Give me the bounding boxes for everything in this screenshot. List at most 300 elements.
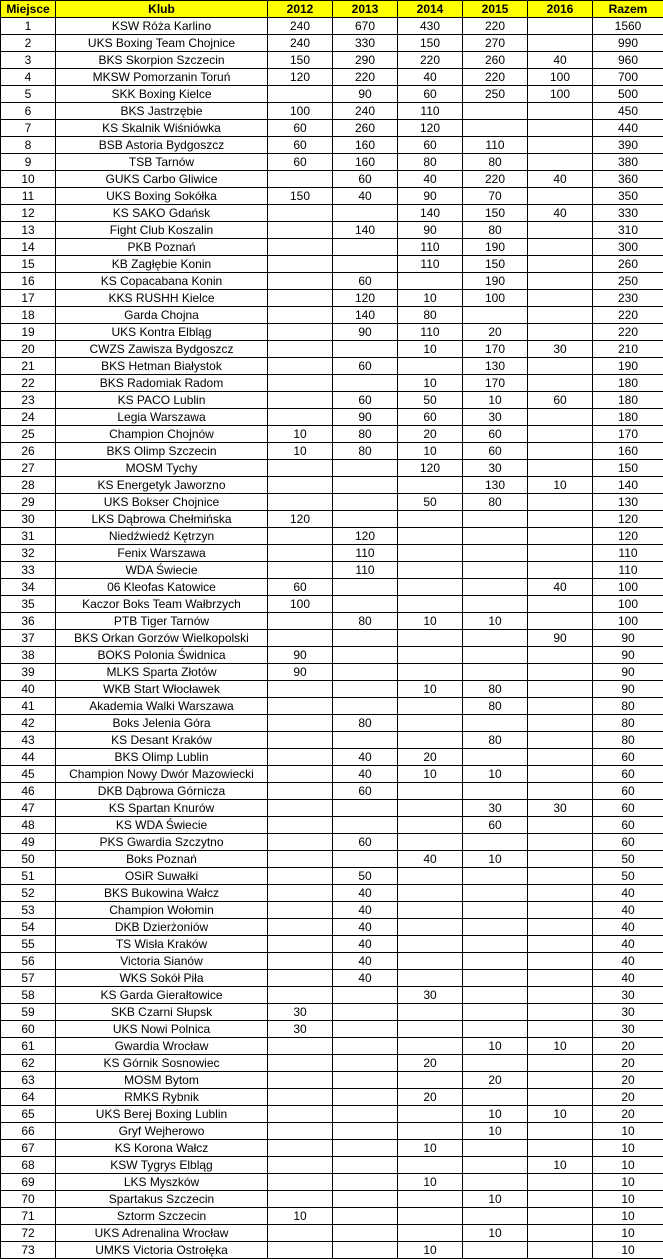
table-row: [1, 103, 663, 120]
total-cell: 20: [593, 1038, 663, 1055]
y2012-cell: [268, 273, 333, 290]
y2012-cell: [268, 1038, 333, 1055]
y2016-cell: 30: [528, 800, 593, 817]
place-cell: 18: [1, 307, 56, 324]
y2016-cell: 10: [528, 477, 593, 494]
place-cell: 19: [1, 324, 56, 341]
y2014-cell: [398, 834, 463, 851]
table-row: [1, 647, 663, 664]
club-cell: KS Garda Gierałtowice: [56, 987, 268, 1004]
y2015-cell: 130: [463, 358, 528, 375]
y2015-cell: 10: [463, 1191, 528, 1208]
y2014-cell: 10: [398, 375, 463, 392]
y2013-cell: [333, 579, 398, 596]
total-cell: 20: [593, 1055, 663, 1072]
y2016-cell: [528, 460, 593, 477]
total-cell: 190: [593, 358, 663, 375]
y2016-cell: [528, 1021, 593, 1038]
y2014-cell: 40: [398, 69, 463, 86]
y2016-cell: 100: [528, 86, 593, 103]
y2013-cell: 140: [333, 307, 398, 324]
club-cell: CWZS Zawisza Bydgoszcz: [56, 341, 268, 358]
y2012-cell: 30: [268, 1004, 333, 1021]
y2013-cell: 120: [333, 290, 398, 307]
total-cell: 990: [593, 35, 663, 52]
club-cell: BSB Astoria Bydgoszcz: [56, 137, 268, 154]
y2015-cell: 150: [463, 256, 528, 273]
table-row: [1, 120, 663, 137]
y2014-cell: 10: [398, 1174, 463, 1191]
total-cell: 10: [593, 1157, 663, 1174]
total-cell: 10: [593, 1140, 663, 1157]
table-row: [1, 256, 663, 273]
y2013-cell: [333, 1157, 398, 1174]
place-cell: 54: [1, 919, 56, 936]
club-cell: UKS Kontra Elbląg: [56, 324, 268, 341]
y2013-cell: 120: [333, 528, 398, 545]
total-cell: 150: [593, 460, 663, 477]
table-row: [1, 732, 663, 749]
total-cell: 20: [593, 1072, 663, 1089]
place-cell: 70: [1, 1191, 56, 1208]
y2012-cell: [268, 171, 333, 188]
club-cell: UKS Berej Boxing Lublin: [56, 1106, 268, 1123]
place-cell: 50: [1, 851, 56, 868]
place-cell: 71: [1, 1208, 56, 1225]
club-cell: Garda Chojna: [56, 307, 268, 324]
y2014-cell: 80: [398, 307, 463, 324]
table-row: [1, 596, 663, 613]
y2012-cell: [268, 562, 333, 579]
y2013-cell: [333, 1106, 398, 1123]
total-cell: 60: [593, 749, 663, 766]
y2015-cell: [463, 868, 528, 885]
y2014-cell: 80: [398, 154, 463, 171]
table-row: [1, 613, 663, 630]
y2013-cell: [333, 987, 398, 1004]
total-cell: 220: [593, 307, 663, 324]
club-cell: Fenix Warszawa: [56, 545, 268, 562]
y2012-cell: [268, 987, 333, 1004]
y2012-cell: [268, 783, 333, 800]
y2016-cell: [528, 443, 593, 460]
y2015-cell: 60: [463, 817, 528, 834]
club-cell: Akademia Walki Warszawa: [56, 698, 268, 715]
total-cell: 60: [593, 800, 663, 817]
club-cell: MOSM Bytom: [56, 1072, 268, 1089]
y2016-cell: [528, 647, 593, 664]
place-cell: 8: [1, 137, 56, 154]
y2015-cell: 80: [463, 222, 528, 239]
club-cell: KS PACO Lublin: [56, 392, 268, 409]
y2012-cell: [268, 375, 333, 392]
y2012-cell: [268, 341, 333, 358]
y2012-cell: [268, 715, 333, 732]
y2016-cell: 40: [528, 579, 593, 596]
y2013-cell: [333, 239, 398, 256]
y2015-cell: [463, 885, 528, 902]
y2014-cell: 110: [398, 324, 463, 341]
total-cell: 260: [593, 256, 663, 273]
y2014-cell: [398, 1106, 463, 1123]
table-row: [1, 426, 663, 443]
total-cell: 50: [593, 868, 663, 885]
y2012-cell: [268, 222, 333, 239]
total-cell: 140: [593, 477, 663, 494]
total-cell: 10: [593, 1174, 663, 1191]
header-2015: 2015: [463, 1, 528, 18]
club-cell: PKB Poznań: [56, 239, 268, 256]
club-cell: UKS Adrenalina Wrocław: [56, 1225, 268, 1242]
y2014-cell: [398, 545, 463, 562]
club-cell: GUKS Carbo Gliwice: [56, 171, 268, 188]
total-cell: 60: [593, 766, 663, 783]
y2016-cell: 60: [528, 392, 593, 409]
club-cell: UKS Bokser Chojnice: [56, 494, 268, 511]
y2012-cell: 90: [268, 664, 333, 681]
y2012-cell: 150: [268, 188, 333, 205]
y2015-cell: [463, 511, 528, 528]
y2015-cell: 220: [463, 171, 528, 188]
total-cell: 180: [593, 375, 663, 392]
y2013-cell: 40: [333, 953, 398, 970]
club-cell: TSB Tarnów: [56, 154, 268, 171]
y2016-cell: [528, 358, 593, 375]
y2016-cell: 30: [528, 341, 593, 358]
y2015-cell: [463, 630, 528, 647]
table-row: [1, 1157, 663, 1174]
total-cell: 160: [593, 443, 663, 460]
y2013-cell: [333, 1174, 398, 1191]
header-row: [1, 1, 663, 18]
total-cell: 300: [593, 239, 663, 256]
y2013-cell: 90: [333, 324, 398, 341]
y2015-cell: 10: [463, 613, 528, 630]
club-cell: KS WDA Świecie: [56, 817, 268, 834]
table-row: [1, 52, 663, 69]
y2016-cell: [528, 953, 593, 970]
y2015-cell: [463, 120, 528, 137]
table-row: [1, 1038, 663, 1055]
y2015-cell: 10: [463, 851, 528, 868]
total-cell: 220: [593, 324, 663, 341]
y2016-cell: [528, 103, 593, 120]
place-cell: 53: [1, 902, 56, 919]
place-cell: 32: [1, 545, 56, 562]
y2015-cell: 80: [463, 732, 528, 749]
y2016-cell: 90: [528, 630, 593, 647]
total-cell: 30: [593, 1004, 663, 1021]
y2012-cell: [268, 290, 333, 307]
y2012-cell: 60: [268, 154, 333, 171]
y2016-cell: [528, 1225, 593, 1242]
y2014-cell: 140: [398, 205, 463, 222]
club-cell: UKS Nowi Polnica: [56, 1021, 268, 1038]
y2014-cell: 120: [398, 120, 463, 137]
y2012-cell: [268, 1191, 333, 1208]
y2014-cell: 90: [398, 222, 463, 239]
total-cell: 40: [593, 885, 663, 902]
place-cell: 15: [1, 256, 56, 273]
y2013-cell: 90: [333, 409, 398, 426]
y2013-cell: [333, 375, 398, 392]
total-cell: 80: [593, 715, 663, 732]
y2015-cell: [463, 647, 528, 664]
y2013-cell: [333, 630, 398, 647]
y2012-cell: [268, 613, 333, 630]
y2014-cell: 40: [398, 851, 463, 868]
y2015-cell: [463, 919, 528, 936]
club-cell: KS Desant Kraków: [56, 732, 268, 749]
total-cell: 330: [593, 205, 663, 222]
y2014-cell: [398, 1225, 463, 1242]
club-cell: BKS Jastrzębie: [56, 103, 268, 120]
y2012-cell: [268, 545, 333, 562]
club-cell: Niedźwiedź Kętrzyn: [56, 528, 268, 545]
y2015-cell: [463, 953, 528, 970]
y2012-cell: [268, 698, 333, 715]
y2012-cell: [268, 817, 333, 834]
total-cell: 110: [593, 545, 663, 562]
club-cell: Champion Wołomin: [56, 902, 268, 919]
place-cell: 73: [1, 1242, 56, 1259]
club-cell: KSW Tygrys Elbląg: [56, 1157, 268, 1174]
place-cell: 36: [1, 613, 56, 630]
club-cell: KB Zagłębie Konin: [56, 256, 268, 273]
total-cell: 210: [593, 341, 663, 358]
y2012-cell: 240: [268, 35, 333, 52]
y2015-cell: 10: [463, 1123, 528, 1140]
y2014-cell: 10: [398, 681, 463, 698]
y2012-cell: [268, 936, 333, 953]
table-row: [1, 885, 663, 902]
place-cell: 2: [1, 35, 56, 52]
y2013-cell: 60: [333, 392, 398, 409]
y2014-cell: 150: [398, 35, 463, 52]
club-cell: BKS Skorpion Szczecin: [56, 52, 268, 69]
y2012-cell: 10: [268, 1208, 333, 1225]
club-cell: KS Górnik Sosnowiec: [56, 1055, 268, 1072]
table-row: [1, 681, 663, 698]
y2013-cell: [333, 1021, 398, 1038]
y2014-cell: [398, 936, 463, 953]
club-cell: BKS Hetman Białystok: [56, 358, 268, 375]
y2014-cell: 90: [398, 188, 463, 205]
y2016-cell: [528, 1208, 593, 1225]
table-row: [1, 766, 663, 783]
place-cell: 30: [1, 511, 56, 528]
table-row: [1, 205, 663, 222]
total-cell: 350: [593, 188, 663, 205]
y2016-cell: [528, 137, 593, 154]
club-cell: Legia Warszawa: [56, 409, 268, 426]
place-cell: 31: [1, 528, 56, 545]
y2015-cell: 100: [463, 290, 528, 307]
club-cell: KS Energetyk Jaworzno: [56, 477, 268, 494]
total-cell: 230: [593, 290, 663, 307]
y2016-cell: [528, 1072, 593, 1089]
y2012-cell: [268, 902, 333, 919]
y2015-cell: [463, 749, 528, 766]
y2015-cell: 150: [463, 205, 528, 222]
table-row: [1, 171, 663, 188]
y2015-cell: [463, 1004, 528, 1021]
header-2012: 2012: [268, 1, 333, 18]
club-cell: Gwardia Wrocław: [56, 1038, 268, 1055]
y2013-cell: [333, 341, 398, 358]
y2013-cell: 40: [333, 188, 398, 205]
y2016-cell: [528, 817, 593, 834]
table-row: [1, 154, 663, 171]
total-cell: 90: [593, 647, 663, 664]
y2015-cell: [463, 579, 528, 596]
y2013-cell: 40: [333, 885, 398, 902]
table-row: [1, 936, 663, 953]
table-row: [1, 1089, 663, 1106]
y2016-cell: [528, 256, 593, 273]
y2016-cell: [528, 1242, 593, 1259]
club-cell: KSW Róża Karlino: [56, 18, 268, 35]
y2012-cell: 10: [268, 426, 333, 443]
y2013-cell: [333, 1072, 398, 1089]
y2014-cell: [398, 817, 463, 834]
total-cell: 80: [593, 698, 663, 715]
place-cell: 49: [1, 834, 56, 851]
y2014-cell: [398, 919, 463, 936]
y2013-cell: [333, 1242, 398, 1259]
y2012-cell: [268, 1072, 333, 1089]
club-cell: Kaczor Boks Team Wałbrzych: [56, 596, 268, 613]
y2013-cell: [333, 681, 398, 698]
table-row: [1, 358, 663, 375]
y2012-cell: [268, 239, 333, 256]
place-cell: 20: [1, 341, 56, 358]
y2016-cell: [528, 766, 593, 783]
table-row: [1, 783, 663, 800]
y2015-cell: [463, 562, 528, 579]
y2015-cell: [463, 528, 528, 545]
table-row: [1, 970, 663, 987]
header-place: Miejsce: [1, 1, 56, 18]
total-cell: 130: [593, 494, 663, 511]
y2012-cell: [268, 494, 333, 511]
club-cell: 06 Kleofas Katowice: [56, 579, 268, 596]
y2016-cell: [528, 783, 593, 800]
y2013-cell: 260: [333, 120, 398, 137]
y2013-cell: [333, 664, 398, 681]
y2015-cell: [463, 936, 528, 953]
y2012-cell: [268, 1089, 333, 1106]
y2016-cell: 10: [528, 1157, 593, 1174]
y2012-cell: 60: [268, 137, 333, 154]
y2015-cell: 110: [463, 137, 528, 154]
y2014-cell: 110: [398, 103, 463, 120]
table-row: [1, 18, 663, 35]
total-cell: 700: [593, 69, 663, 86]
total-cell: 50: [593, 851, 663, 868]
y2015-cell: [463, 1174, 528, 1191]
y2012-cell: 90: [268, 647, 333, 664]
y2013-cell: [333, 698, 398, 715]
y2016-cell: [528, 375, 593, 392]
total-cell: 60: [593, 834, 663, 851]
total-cell: 60: [593, 817, 663, 834]
club-cell: PKS Gwardia Szczytno: [56, 834, 268, 851]
y2016-cell: [528, 919, 593, 936]
y2013-cell: [333, 1225, 398, 1242]
place-cell: 55: [1, 936, 56, 953]
club-cell: Boks Jelenia Góra: [56, 715, 268, 732]
y2015-cell: 30: [463, 460, 528, 477]
y2012-cell: [268, 1174, 333, 1191]
club-cell: BKS Olimp Szczecin: [56, 443, 268, 460]
table-row: [1, 1021, 663, 1038]
y2014-cell: [398, 1021, 463, 1038]
y2013-cell: [333, 1038, 398, 1055]
y2012-cell: 60: [268, 579, 333, 596]
y2016-cell: [528, 902, 593, 919]
club-cell: Gryf Wejherowo: [56, 1123, 268, 1140]
y2015-cell: 30: [463, 800, 528, 817]
table-row: [1, 273, 663, 290]
y2015-cell: [463, 970, 528, 987]
total-cell: 10: [593, 1242, 663, 1259]
club-cell: DKB Dzierżoniów: [56, 919, 268, 936]
y2012-cell: [268, 1140, 333, 1157]
table-row: [1, 664, 663, 681]
y2013-cell: 60: [333, 783, 398, 800]
y2014-cell: [398, 511, 463, 528]
y2012-cell: 120: [268, 69, 333, 86]
table-row: [1, 698, 663, 715]
y2014-cell: [398, 715, 463, 732]
total-cell: 440: [593, 120, 663, 137]
y2015-cell: 220: [463, 18, 528, 35]
total-cell: 90: [593, 681, 663, 698]
club-cell: MOSM Tychy: [56, 460, 268, 477]
table-row: [1, 1004, 663, 1021]
y2012-cell: [268, 885, 333, 902]
place-cell: 7: [1, 120, 56, 137]
y2014-cell: [398, 902, 463, 919]
y2016-cell: [528, 239, 593, 256]
club-cell: SKK Boxing Kielce: [56, 86, 268, 103]
total-cell: 250: [593, 273, 663, 290]
y2016-cell: [528, 307, 593, 324]
y2014-cell: 60: [398, 86, 463, 103]
y2012-cell: [268, 970, 333, 987]
y2012-cell: [268, 307, 333, 324]
y2015-cell: 30: [463, 409, 528, 426]
y2013-cell: 60: [333, 273, 398, 290]
y2016-cell: [528, 1089, 593, 1106]
header-2016: 2016: [528, 1, 593, 18]
place-cell: 9: [1, 154, 56, 171]
total-cell: 110: [593, 562, 663, 579]
table-row: [1, 1208, 663, 1225]
club-cell: BKS Olimp Lublin: [56, 749, 268, 766]
y2013-cell: [333, 1123, 398, 1140]
y2012-cell: [268, 681, 333, 698]
club-cell: UKS Boxing Team Chojnice: [56, 35, 268, 52]
y2012-cell: 100: [268, 103, 333, 120]
y2013-cell: 110: [333, 562, 398, 579]
y2014-cell: 10: [398, 443, 463, 460]
table-row: [1, 1174, 663, 1191]
club-cell: BKS Radomiak Radom: [56, 375, 268, 392]
table-row: [1, 137, 663, 154]
y2012-cell: [268, 851, 333, 868]
